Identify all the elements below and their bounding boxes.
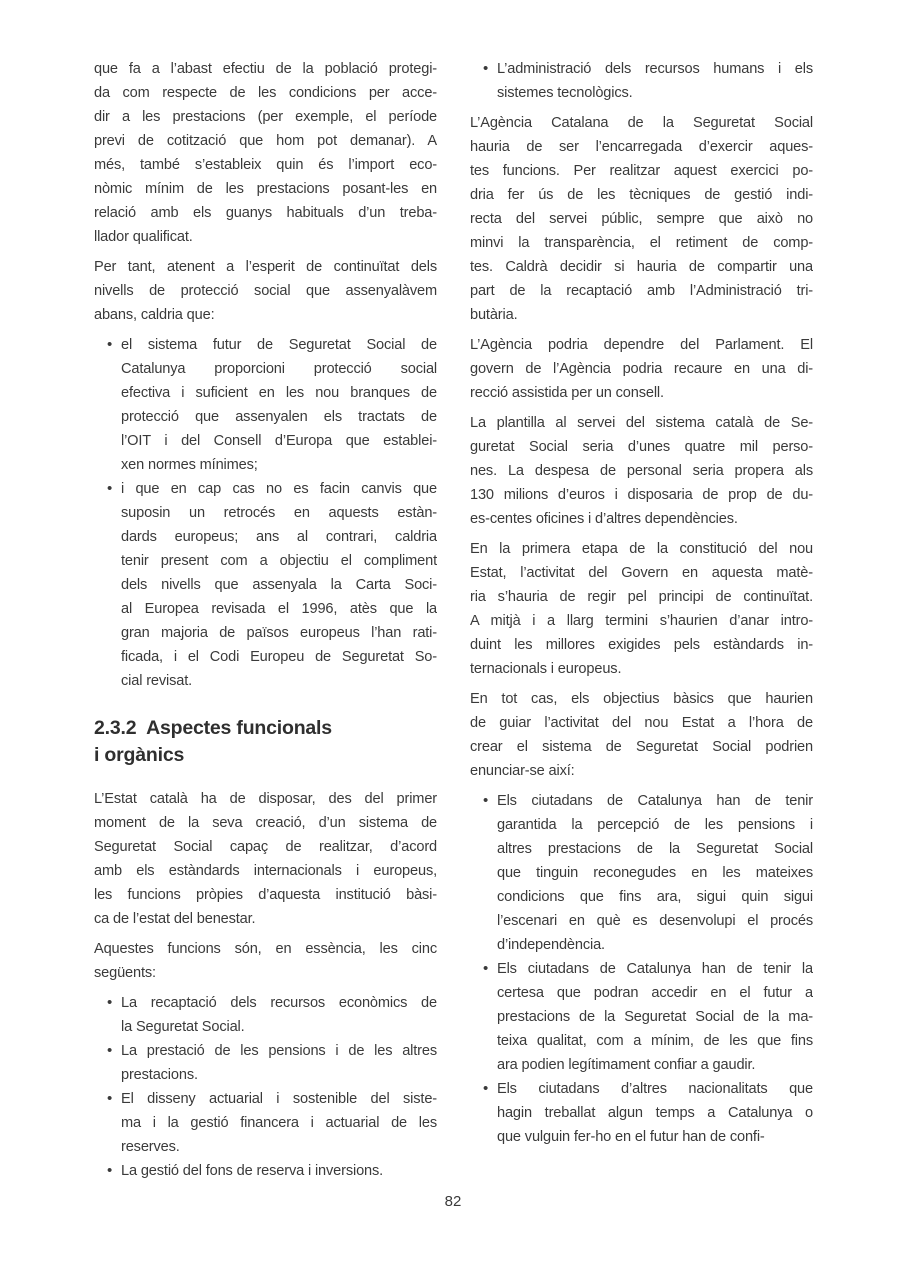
text-line: abans, caldria que: <box>94 307 215 323</box>
bullet-item <box>107 1159 437 1183</box>
text-line: ara podien legítimament confiar a gaudir. <box>497 1057 756 1073</box>
bullet-item <box>483 1077 813 1149</box>
text-line: que tinguin reconegudes en les mateixes <box>497 865 813 881</box>
text-line: i orgànics <box>94 744 185 766</box>
text-line: de guiar l’activitat del nou Estat a l’hora de <box>470 715 813 731</box>
text-line: gran majoria de països europeus l’han rati- <box>121 625 437 641</box>
text-line: l’OIT i del Consell d’Europa que establei- <box>121 433 437 449</box>
text-line: govern de l’Agència podria recaure en una di- <box>470 361 813 377</box>
paragraph <box>470 537 813 681</box>
text-line: En la primera etapa de la constitució del nou <box>470 541 813 557</box>
text-line: • La prestació de les pensions i de les altres <box>121 1043 437 1059</box>
text-line: enunciar-se així: <box>470 763 575 779</box>
text-line: teixa qualitat, com a mínim, de les que fins <box>497 1033 813 1049</box>
text-line: • Els ciutadans de Catalunya han de tenir <box>497 793 813 809</box>
paragraph <box>94 937 437 985</box>
text-line: efectiva i suficient en les nou branques de <box>121 385 437 401</box>
section-heading <box>94 715 437 769</box>
text-line: amb els estàndards internacionals i europeus, <box>94 863 437 879</box>
text-line: ria s’hauria de regir pel principi de continuïtat. <box>470 589 813 605</box>
text-line: ca de l’estat del benestar. <box>94 911 256 927</box>
text-line: duint les millores exigides pels estàndards in- <box>470 637 813 653</box>
text-line: prestacions de la Seguretat Social de la ma- <box>497 1009 813 1025</box>
text-line: que fa a l’abast efectiu de la població protegi- <box>94 61 437 77</box>
text-line: altres prestacions de la Seguretat Social <box>497 841 813 857</box>
bullet-item <box>483 789 813 957</box>
text-line: ma i la gestió financera i actuarial de les <box>121 1115 437 1131</box>
text-line: condicions que fins ara, sigui quin sigui <box>497 889 813 905</box>
text-line: al Europea revisada el 1996, atès que la <box>121 601 437 617</box>
text-line: prestacions. <box>121 1067 198 1083</box>
text-line: A mitjà i a llarg termini s’haurien d’anar intro- <box>470 613 813 629</box>
text-line: cial revisat. <box>121 673 193 689</box>
paragraph <box>470 111 813 327</box>
text-line: la Seguretat Social. <box>121 1019 245 1035</box>
paragraph <box>470 411 813 531</box>
text-line: d’independència. <box>497 937 605 953</box>
text-line: dria fer ús de les tècniques de gestió indi- <box>470 187 813 203</box>
paragraph <box>470 687 813 783</box>
bullet-list <box>470 57 813 105</box>
paragraph <box>470 333 813 405</box>
text-line: tes. Caldrà decidir si hauria de compartir una <box>470 259 813 275</box>
text-line: recció assistida per un consell. <box>470 385 664 401</box>
text-line: més, també s’estableix quin és l’import eco- <box>94 157 437 173</box>
text-line: 2.3.2 Aspectes funcionals <box>94 717 332 739</box>
text-line: l’escenari en què es desenvolupi el procés <box>497 913 813 929</box>
text-line: • El disseny actuarial i sostenible del siste- <box>121 1091 437 1107</box>
text-line: xen normes mínimes; <box>121 457 258 473</box>
text-line: • L’administració dels recursos humans i els <box>497 61 813 77</box>
paragraph <box>94 255 437 327</box>
text-line: previ de cotització que hom pot demanar). A <box>94 133 437 149</box>
text-line: hauria de ser l’encarregada d’exercir aques- <box>470 139 813 155</box>
text-line: Aquestes funcions són, en essència, les cinc <box>94 941 437 957</box>
text-line: minvi la transparència, el retiment de comp- <box>470 235 813 251</box>
text-line: Seguretat Social capaç de realitzar, d’acord <box>94 839 437 855</box>
left-column <box>94 57 437 1189</box>
text-line: La plantilla al servei del sistema català de Se- <box>470 415 813 431</box>
text-line: • Els ciutadans de Catalunya han de tenir la <box>497 961 813 977</box>
text-line: es-centes oficines i d’altres dependències. <box>470 511 738 527</box>
text-line: butària. <box>470 307 518 323</box>
text-line: • Els ciutadans d’altres nacionalitats que <box>497 1081 813 1097</box>
bullet-item <box>107 333 437 477</box>
text-line: reserves. <box>121 1139 180 1155</box>
text-line: que vulguin fer-ho en el futur han de confi- <box>497 1129 765 1145</box>
text-line: tenir present com a objectiu el compliment <box>121 553 437 569</box>
text-line: relació amb els guanys habituals d’un treba- <box>94 205 437 221</box>
text-line: tes funcions. Per realitzar aquest exercici po- <box>470 163 813 179</box>
text-line: crear el sistema de Seguretat Social podrien <box>470 739 813 755</box>
text-line: L’Agència Catalana de la Seguretat Social <box>470 115 813 131</box>
text-line: sistemes tecnològics. <box>497 85 633 101</box>
text-line: L’Estat català ha de disposar, des del primer <box>94 791 437 807</box>
bullet-list <box>94 333 437 693</box>
text-line: • La recaptació dels recursos econòmics de <box>121 995 437 1011</box>
paragraph <box>94 787 437 931</box>
bullet-item <box>107 1087 437 1159</box>
text-line: hagin treballat algun temps a Catalunya o <box>497 1105 813 1121</box>
text-columns <box>94 57 813 1189</box>
text-line: • i que en cap cas no es facin canvis que <box>121 481 437 497</box>
bullet-item <box>483 57 813 105</box>
text-line: suposin un retrocés en aquests estàn- <box>121 505 437 521</box>
text-line: les funcions pròpies d’aquesta institució bàsi- <box>94 887 437 903</box>
page-number: 82 <box>444 1193 462 1210</box>
text-line: Catalunya proporcioni protecció social <box>121 361 437 377</box>
text-line: nes. La despesa de personal seria propera als <box>470 463 813 479</box>
text-line: dards europeus; ans al contrari, caldria <box>121 529 437 545</box>
text-line: dir a les prestacions (per exemple, el període <box>94 109 437 125</box>
bullet-item <box>107 1039 437 1087</box>
text-line: guretat Social seria d’unes quatre mil perso- <box>470 439 813 455</box>
text-line: ficada, i el Codi Europeu de Seguretat So- <box>121 649 437 665</box>
text-line: da com respecte de les condicions per acce- <box>94 85 437 101</box>
text-line: protecció que assenyalen els tractats de <box>121 409 437 425</box>
text-line: nivells de protecció social que assenyalàvem <box>94 283 437 299</box>
text-line: certesa que podran accedir en el futur a <box>497 985 813 1001</box>
text-line: • La gestió del fons de reserva i inversions. <box>121 1163 384 1179</box>
text-line: recta del servei públic, sempre que això no <box>470 211 813 227</box>
text-line: moment de la seva creació, d’un sistema de <box>94 815 437 831</box>
bullet-list <box>94 991 437 1183</box>
text-line: Per tant, atenent a l’esperit de continuïtat dels <box>94 259 437 275</box>
bullet-item <box>107 991 437 1039</box>
text-line: dels nivells que assenyala la Carta Soci- <box>121 577 437 593</box>
text-line: En tot cas, els objectius bàsics que haurien <box>470 691 813 707</box>
text-line: 130 milions d’euros i disposaria de prop de du- <box>470 487 813 503</box>
paragraph <box>94 57 437 249</box>
bullet-list <box>470 789 813 1149</box>
text-line: L’Agència podria dependre del Parlament. El <box>470 337 813 353</box>
bullet-item <box>483 957 813 1077</box>
text-line: • el sistema futur de Seguretat Social de <box>121 337 437 353</box>
text-line: garantida la percepció de les pensions i <box>497 817 813 833</box>
text-line: ternacionals i europeus. <box>470 661 622 677</box>
text-line: llador qualificat. <box>94 229 193 245</box>
text-line: Estat, l’activitat del Govern en aquesta matè- <box>470 565 813 581</box>
bullet-item <box>107 477 437 693</box>
text-line: part de la recaptació amb l’Administració tri- <box>470 283 813 299</box>
right-column <box>470 57 813 1189</box>
text-line: següents: <box>94 965 156 981</box>
text-line: nòmic mínim de les prestacions posant-les en <box>94 181 437 197</box>
